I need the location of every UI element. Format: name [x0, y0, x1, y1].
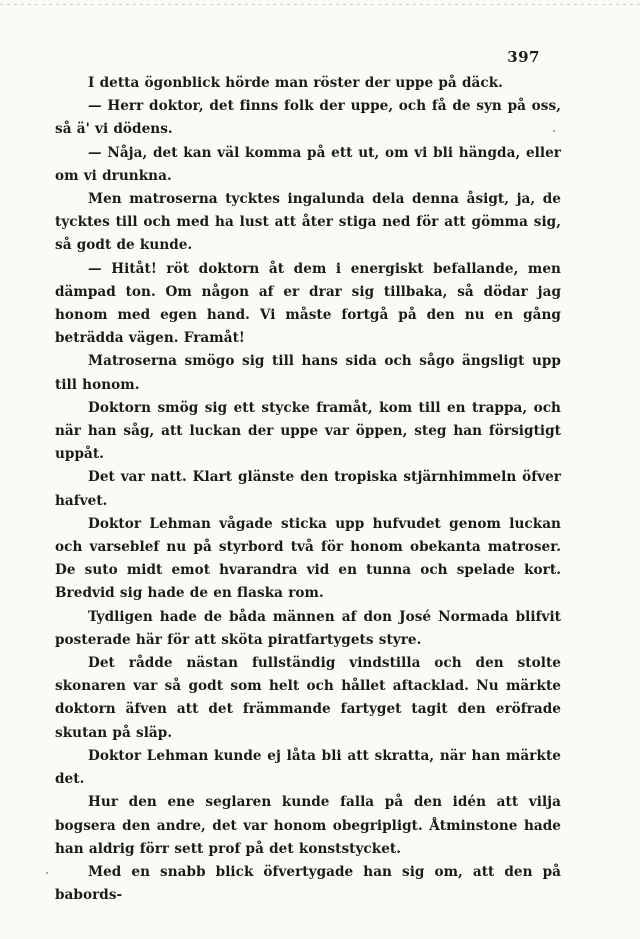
paper-speck [553, 130, 555, 132]
page-number: 397 [507, 48, 540, 66]
body-text [55, 72, 561, 907]
paragraph: Doktorn smög sig ett stycke framåt, kom till en trappa, och när han såg, att luckan der uppe var öppen, steg han försigtigt uppåt. [55, 399, 561, 463]
paragraph: Doktor Lehman kunde ej låta bli att skratta, när han märkte det. [55, 747, 561, 788]
paragraph: Med en snabb blick öfvertygade han sig om, att den på babords- [55, 863, 561, 904]
paragraph: — Herr doktor, det finns folk der uppe, och få de syn på oss, så ä' vi dödens. [55, 98, 561, 138]
paragraph: Doktor Lehman vågade sticka upp hufvudet genom luckan och varseblef nu på styrbord två för honom obekanta matroser. De suto midt emot hvarandra vid en tunna och spelade kort. Bredvid sig hade de en flaska rom. [55, 515, 561, 602]
paragraph: Det var natt. Klart glänste den tropiska stjärnhimmeln öfver hafvet. [55, 469, 561, 509]
paragraph: Tydligen hade de båda männen af don José Normada blifvit posterade här för att sköta piratfartygets styre. [55, 608, 561, 648]
page-edge-rule [0, 4, 640, 5]
paragraph: — Hitåt! röt doktorn åt dem i energiskt befallande, men dämpad ton. Om någon af er drar sig tillbaka, så dödar jag honom med egen hand. Vi måste fortgå på den nu en gång beträdda vägen. Framåt! [55, 260, 561, 347]
paper-speck [46, 872, 48, 874]
paragraph: Men matroserna tycktes ingalunda dela denna åsigt, ja, de tycktes till och med ha lust att åter stiga ned för att gömma sig, så godt de kunde. [55, 191, 561, 254]
paragraph: Matroserna smögo sig till hans sida och sågo ängsligt upp till honom. [55, 353, 561, 393]
paragraph: I detta ögonblick hörde man röster der uppe på däck. [88, 75, 503, 91]
paragraph: Hur den ene seglaren kunde falla på den idén att vilja bogsera den andre, det var honom obegripligt. Åtminstone hade han aldrig förr sett prof på det konststycket. [55, 794, 561, 857]
paragraph: Det rådde nästan fullständig vindstilla och den stolte skonaren var så godt som helt och hållet aftacklad. Nu märkte doktorn äfven att det främmande fartyget tagit den eröfrade skutan på släp. [55, 655, 561, 741]
paragraph: — Nåja, det kan väl komma på ett ut, om vi bli hängda, eller om vi drunkna. [55, 144, 561, 184]
